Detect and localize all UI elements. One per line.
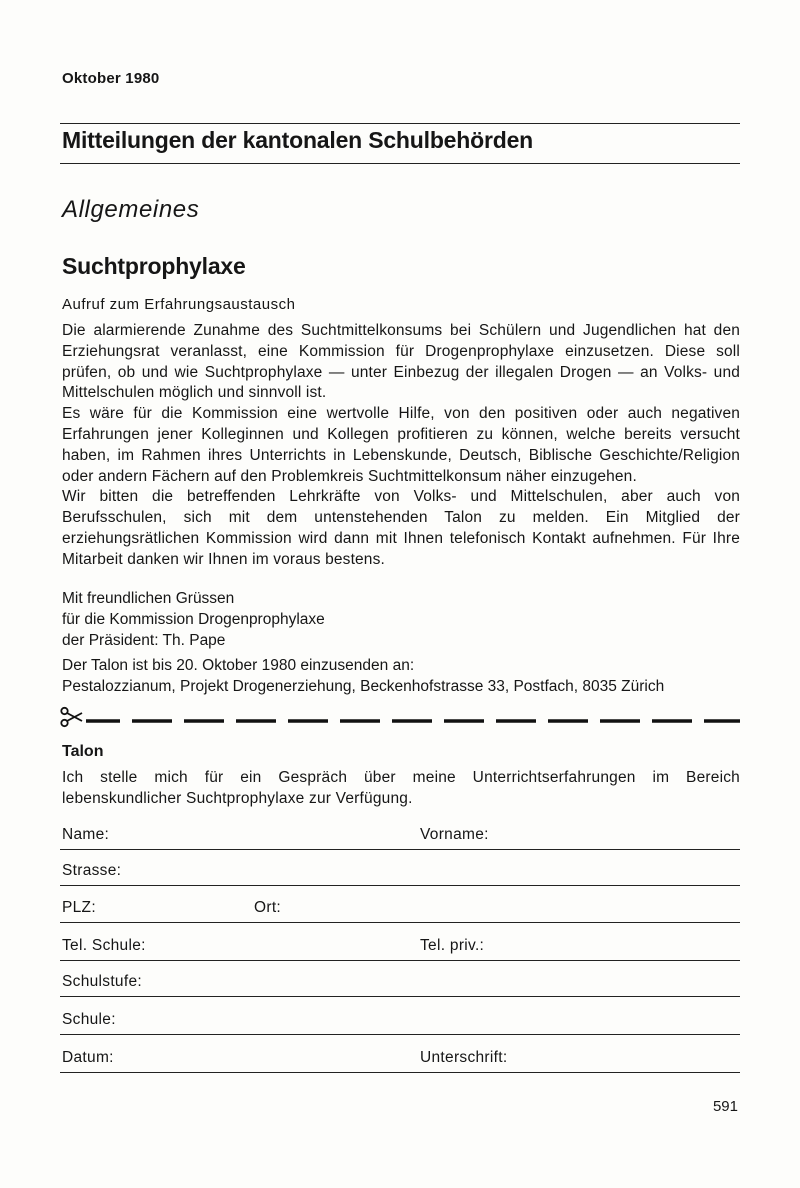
talon-text: Ich stelle mich für ein Gespräch über meine Unterrichtserfahrungen im Bereich lebenskundlicher Suchtprophylaxe zur Verfügung. — [62, 769, 740, 807]
mailing-address: Pestalozzianum, Projekt Drogenerziehung, Beckenhofstrasse 33, Postfach, 8035 Zürich — [62, 677, 665, 695]
unterschrift-field-label: Unterschrift: — [420, 1049, 508, 1066]
article-body — [62, 321, 740, 571]
form-row-datum — [60, 1042, 740, 1073]
closing-block — [62, 589, 325, 651]
tel-priv-field-label: Tel. priv.: — [420, 937, 485, 954]
subsection-heading: Allgemeines — [62, 196, 200, 223]
schule-field-label: Schule: — [62, 1011, 116, 1028]
plz-field-label: PLZ: — [62, 899, 96, 916]
article-title: Suchtprophylaxe — [62, 253, 246, 279]
issue-date: Oktober 1980 — [62, 70, 160, 87]
talon-title: Talon — [62, 743, 104, 760]
talon-deadline — [62, 656, 664, 698]
closing-signatory: der Präsident: Th. Pape — [62, 631, 226, 649]
ort-field-label: Ort: — [254, 899, 282, 916]
scissors-icon — [61, 708, 82, 726]
cut-line — [60, 706, 740, 728]
section-rule-top — [60, 123, 740, 124]
vorname-field-label: Vorname: — [420, 826, 489, 843]
closing-greeting: Mit freundlichen Grüssen — [62, 590, 235, 607]
schulstufe-field-label: Schulstufe: — [62, 973, 142, 990]
form-row-name — [60, 819, 740, 850]
name-field-label: Name: — [62, 826, 110, 843]
article-paragraph-2: Es wäre für die Kommission eine wertvolle Hilfe, von den positiven oder auch negativen Erfahrungen jener Kolleginnen und Kollegen profitieren zu können, welche bereits versucht haben, im Rahmen ihres Unterrichts in Lebenskunde, Deutsch, Biblische Geschichte/Religion oder andern Fächern auf den Problemkreis Suchtmittelkonsum näher einzugehen. — [62, 405, 740, 485]
article-paragraph-3: Wir bitten die betreffenden Lehrkräfte von Volks- und Mittelschulen, aber auch von Berufsschulen, sich mit dem untenstehenden Talon zu melden. Ein Mitglied der erziehungsrätlichen Kommission wird dann mit Ihnen telefonisch Kontakt aufnehmen. Für Ihre Mitarbeit danken wir Ihnen im voraus bestens. — [62, 488, 740, 568]
form-row-strasse — [60, 855, 740, 886]
article-paragraph-1: Die alarmierende Zunahme des Suchtmittelkonsums bei Schülern und Jugendlichen hat den Erziehungsrat veranlasst, eine Kommission für Drogenprophylaxe einzusetzen. Diese soll prüfen, ob und wie Suchtprophylaxe — unter Einbezug der illegalen Drogen — an Volks- und Mittelschulen möglich und sinnvoll ist. — [62, 322, 740, 402]
page-number: 591 — [712, 1098, 738, 1115]
form-row-telefon — [60, 930, 740, 961]
section-title: Mitteilungen der kantonalen Schulbehörden — [62, 127, 534, 153]
section-rule-bottom — [60, 163, 740, 164]
tel-schule-field-label: Tel. Schule: — [62, 937, 146, 954]
article-lead: Aufruf zum Erfahrungsaustausch — [62, 296, 296, 313]
form-row-schulstufe — [60, 966, 740, 997]
document-page — [60, 0, 740, 1188]
datum-field-label: Datum: — [62, 1049, 114, 1066]
deadline-text: Der Talon ist bis 20. Oktober 1980 einzusenden an: — [62, 657, 415, 674]
cut-line-graphic — [60, 706, 740, 728]
closing-committee: für die Kommission Drogenprophylaxe — [62, 610, 325, 628]
strasse-field-label: Strasse: — [62, 862, 122, 879]
form-row-plz-ort — [60, 892, 740, 923]
form-row-schule — [60, 1004, 740, 1035]
